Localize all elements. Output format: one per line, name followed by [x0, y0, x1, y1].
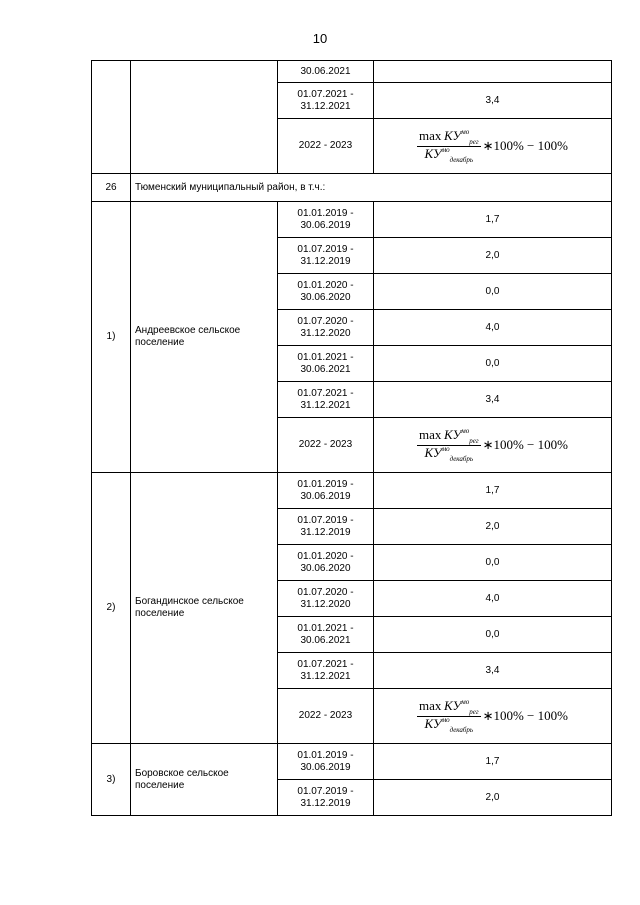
value-cell — [374, 545, 612, 581]
table-body — [92, 61, 612, 816]
value-text: 2,0 — [485, 791, 500, 803]
formula-den-sub: декабрь — [449, 726, 474, 734]
section-title: Тюменский муниципальный район, в т.ч.: — [135, 181, 326, 193]
period-cell — [278, 509, 374, 545]
period-text: 01.01.2019 - 30.06.2019 — [297, 478, 354, 502]
formula-tail: ∗100% − 100% — [482, 437, 568, 452]
value-cell — [374, 346, 612, 382]
formula-denominator — [424, 446, 473, 461]
settlement-name: Богандинское сельское поселение — [135, 596, 244, 619]
value-cell — [374, 202, 612, 238]
period-text: 01.07.2021 - 31.12.2021 — [297, 88, 354, 112]
table-row — [92, 61, 612, 83]
period-text: 01.07.2021 - 31.12.2021 — [297, 387, 354, 411]
period-text: 01.07.2021 - 31.12.2021 — [297, 658, 354, 682]
value-text: 3,4 — [485, 94, 500, 106]
settlement-name-cell — [131, 744, 278, 816]
period-cell — [278, 61, 374, 83]
formula-den-ku: КУ — [424, 445, 442, 460]
formula-num-sub: рег — [469, 437, 479, 445]
formula-num-sup: мо — [461, 427, 470, 435]
section-number-cell — [92, 174, 131, 202]
formula-max: max — [419, 128, 442, 143]
value-cell — [374, 689, 612, 744]
period-text: 2022 - 2023 — [298, 140, 353, 151]
period-text: 01.07.2019 - 31.12.2019 — [297, 514, 354, 538]
formula-den-sub: декабрь — [449, 156, 474, 164]
value-cell — [374, 473, 612, 509]
value-text: 0,0 — [485, 556, 500, 568]
value-cell — [374, 119, 612, 174]
formula-num-sub: рег — [469, 708, 479, 716]
period-text: 2022 - 2023 — [298, 710, 353, 721]
value-text: 1,7 — [485, 484, 500, 496]
period-text: 01.01.2020 - 30.06.2020 — [297, 279, 354, 303]
group-number-cell — [92, 202, 131, 473]
period-cell — [278, 202, 374, 238]
settlement-name-cell — [131, 473, 278, 744]
period-cell — [278, 473, 374, 509]
growth-formula — [417, 700, 568, 732]
period-text: 01.01.2021 - 30.06.2021 — [297, 622, 354, 646]
group-number: 3) — [106, 773, 116, 785]
formula-denominator — [424, 147, 473, 162]
formula-fraction — [417, 429, 481, 461]
formula-numerator — [417, 700, 481, 717]
period-cell — [278, 119, 374, 174]
value-text: 1,7 — [485, 755, 500, 767]
formula-den-ku: КУ — [424, 716, 442, 731]
formula-max: max — [419, 427, 442, 442]
period-text: 01.07.2019 - 31.12.2019 — [297, 243, 354, 267]
group-number-cell — [92, 744, 131, 816]
value-text: 4,0 — [485, 592, 500, 604]
table-row — [92, 473, 612, 509]
formula-numerator — [417, 130, 481, 147]
formula-tail: ∗100% − 100% — [482, 708, 568, 723]
formula-ku: КУ — [444, 128, 462, 143]
formula-numerator — [417, 429, 481, 446]
page-number: 10 — [312, 31, 328, 46]
section-title-cell — [131, 174, 612, 202]
table-row — [92, 744, 612, 780]
formula-ku: КУ — [444, 427, 462, 442]
formula-den-ku: КУ — [424, 146, 442, 161]
period-text: 01.07.2020 - 31.12.2020 — [297, 586, 354, 610]
formula-max: max — [419, 698, 442, 713]
group-number: 1) — [106, 331, 116, 342]
value-cell — [374, 744, 612, 780]
section-row — [92, 174, 612, 202]
value-cell — [374, 653, 612, 689]
period-cell — [278, 310, 374, 346]
period-text: 01.01.2021 - 30.06.2021 — [297, 351, 354, 375]
formula-num-sup: мо — [461, 698, 470, 706]
period-cell — [278, 689, 374, 744]
period-cell — [278, 744, 374, 780]
formula-den-sup: мо — [441, 716, 450, 724]
value-cell — [374, 310, 612, 346]
period-text: 01.01.2019 - 30.06.2019 — [297, 749, 354, 773]
formula-den-sup: мо — [441, 445, 450, 453]
value-cell — [374, 617, 612, 653]
period-text: 30.06.2021 — [300, 65, 351, 77]
period-text: 01.07.2019 - 31.12.2019 — [297, 785, 354, 809]
period-cell — [278, 274, 374, 310]
value-text: 0,0 — [485, 285, 500, 297]
value-cell — [374, 382, 612, 418]
value-cell — [374, 581, 612, 617]
group-number: 2) — [106, 602, 116, 613]
period-cell — [278, 545, 374, 581]
settlement-name: Боровское сельское поселение — [135, 767, 229, 791]
period-cell — [278, 780, 374, 816]
period-text: 2022 - 2023 — [298, 439, 353, 450]
formula-denominator — [424, 717, 473, 732]
period-text: 01.07.2020 - 31.12.2020 — [297, 315, 354, 339]
section-number: 26 — [105, 181, 117, 193]
period-cell — [278, 346, 374, 382]
value-text: 3,4 — [485, 393, 500, 405]
value-cell — [374, 418, 612, 473]
settlement-name-cell — [131, 202, 278, 473]
value-cell — [374, 238, 612, 274]
formula-num-sub: рег — [469, 138, 479, 146]
growth-formula — [417, 130, 568, 162]
value-cell — [374, 509, 612, 545]
continued-name-cell — [131, 61, 278, 174]
period-text: 01.01.2019 - 30.06.2019 — [297, 207, 354, 231]
value-cell — [374, 780, 612, 816]
period-cell — [278, 83, 374, 119]
value-text: 2,0 — [485, 520, 500, 532]
growth-formula — [417, 429, 568, 461]
value-text: 1,7 — [485, 213, 500, 225]
continued-number-cell — [92, 61, 131, 174]
value-text: 0,0 — [485, 357, 500, 369]
period-text: 01.01.2020 - 30.06.2020 — [297, 550, 354, 574]
value-text: 2,0 — [485, 249, 500, 261]
group-number-cell — [92, 473, 131, 744]
formula-den-sup: мо — [441, 146, 450, 154]
value-cell — [374, 83, 612, 119]
period-cell — [278, 382, 374, 418]
period-cell — [278, 653, 374, 689]
value-cell — [374, 61, 612, 83]
formula-fraction — [417, 130, 481, 162]
tariff-table — [91, 60, 612, 816]
value-text: 3,4 — [485, 664, 500, 676]
value-cell — [374, 274, 612, 310]
formula-tail: ∗100% − 100% — [482, 138, 568, 153]
formula-den-sub: декабрь — [449, 455, 474, 463]
period-cell — [278, 418, 374, 473]
settlement-name: Андреевское сельское поселение — [135, 325, 241, 348]
formula-num-sup: мо — [461, 128, 470, 136]
value-text: 4,0 — [485, 321, 500, 333]
formula-fraction — [417, 700, 481, 732]
period-cell — [278, 238, 374, 274]
table-row — [92, 202, 612, 238]
period-cell — [278, 617, 374, 653]
formula-ku: КУ — [444, 698, 462, 713]
value-text: 0,0 — [485, 628, 500, 640]
period-cell — [278, 581, 374, 617]
